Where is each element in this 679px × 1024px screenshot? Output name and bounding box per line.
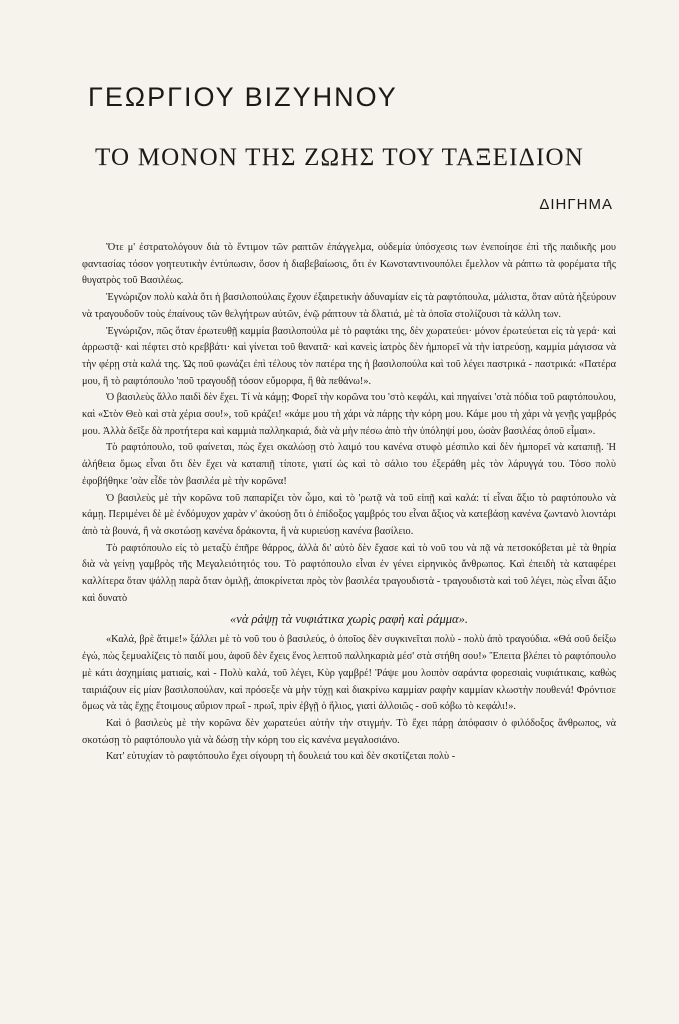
paragraph: Τὸ ραφτόπουλο εἰς τὸ μεταξὺ ἐπῆρε θάρρος, ἀλλὰ δι' αὐτὸ δὲν ἔχασε καὶ τὸ νοῦ του νὰ πᾷ νὰ πετσοκόβεται μὲ τὰ θηρία διὰ νὰ γείνῃ γαμβρὸς τῆς Μεγαλειότητός του. Τὸ ραφτόπουλο εἶναι ἐν γένει εἰρηνικὸς ἄνθρωπος. Καὶ ἐπειδὴ τὰ καταφέρει καλλίτερα ὅταν ψάλλῃ παρὰ ὅταν ὁμιλῇ, ἀποκρίνεται πρὸς τὸν βασιλέα τραγουδιστὰ - τραγουδιστὰ καὶ τοῦ λέγει, πὼς εἶναι ἄξιο καὶ δυνατὸ	[82, 542, 616, 604]
genre-label: ΔΙΗΓΗΜΑ	[539, 196, 613, 213]
paragraph: Ὁ βασιλεὺς μὲ τὴν κορῶνα τοῦ παπαρίζει τὸν ὦμο, καὶ τὸ 'ρωτᾷ νὰ τοῦ εἰπῇ καὶ καλά: τί εἶναι ἄξιο τὸ ραφτόπουλο νὰ κάμῃ. Περιμένει δὲ μὲ ἐνδόμυχον χαρὰν ν' ἀκούσῃ ὅτι ὁ ἐπίδοξος γαμβρός του εἶναι ἄξιος νὰ κατεβάσῃ κανένα ζωντανὸ λιοντάρι ἀπὸ τὰ βουνά, ἢ νὰ σκοτώσῃ κανένα δράκοντα, ἢ νὰ κυριεύσῃ κανένα βασίλειο.	[82, 492, 616, 537]
paragraph: Καὶ ὁ βασιλεὺς μὲ τὴν κορῶνα δὲν χωρατεύει αὐτὴν τὴν στιγμήν. Τὸ ἔχει πάρῃ ἀπόφασιν ὁ φιλόδοξος ἄνθρωπος, νὰ σκοτώσῃ τὸ ραφτόπουλο γιὰ νὰ δώσῃ τὴν κόρη του εἰς κανένα μεγαλοσιάνο.	[82, 717, 616, 746]
paragraph: Τὸ ραφτόπουλο, τοῦ φαίνεται, πὼς ἔχει σκαλώσῃ στὸ λαιμό του κανένα στυφὸ μέσπιλο καὶ δὲν ἠμπορεῖ νὰ καταπιῇ. Ἡ ἀλήθεια ὅμως εἶναι ὅτι δὲν ἔχει νὰ καταπιῇ τίποτε, γιατί ὡς καὶ τὸ σάλιο του ἐξεράθη μὲς τὸν λάρυγγά του. Τόσο πολὺ ἐφοβήθηκε 'σὰν εἶδε τὸν βασιλέα μὲ τὴν κορῶνα!	[82, 442, 616, 487]
story-title: ΤΟ ΜΟΝΟΝ ΤΗΣ ΖΩΗΣ ΤΟΥ ΤΑΞΕΙΔΙΟΝ	[94, 144, 584, 171]
paragraph: Κατ' εὐτυχίαν τὸ ραφτόπουλο ἔχει σίγουρη τὴ δουλειά του καὶ δὲν σκοτίζεται πολὺ -	[106, 751, 456, 763]
paragraph: Ἐγνώριζον πολὺ καλὰ ὅτι ἡ βασιλοπούλαις ἔχουν ἐξαιρετικὴν ἀδυναμίαν εἰς τὰ ραφτόπουλα, μάλιστα, ὅταν αὐτὰ ἠξεύρουν νὰ τραγουδοῦν τοὺς ἐπαίνους τῶν θελγήτρων αὐτῶν, ἐνῷ ράπτουν τὰ δλατιά, μὲ τὰ ὁποῖα στολίζουσι τὰ κάλλη των.	[82, 292, 616, 320]
paragraph: «Καλά, βρὲ ἄτιμε!» ξάλλει μὲ τὸ νοῦ του ὁ βασιλεύς, ὁ ὁποῖος δὲν συγκινεῖται πολὺ - πολὺ ἀπὸ τραγούδια. «Θά σοῦ δείξω ἐγώ, πὼς ξεμυαλίζεις τὸ παιδί μου, ἀφοῦ δὲν ἔχεις ἕνος λεπτοῦ παλληκαριὰ μέσ' στὰ στήθη σου!» Ἔπειτα βλέπει τὸ ραφτόπουλο μὲ κάτι ἀσχημίαις ματιαίς, καὶ - Πολὺ καλά, τοῦ λέγει, Κὺρ γαμβρέ! Ῥάψε μου λοιπὸν σαράντα φορεσιαὶς νυφιάτικαις, καθὼς ταιριάζουν εἰς μίαν βασιλοπούλαν, καὶ πρόσεξε νὰ μὴν τύχῃ καὶ διακρίνω καμμίαν ραφὴν καμμίαν κλωστὴν πουθενά! Φρόντισε ὅμως νὰ τὰς ἔχῃς ἕτοιμους αὔριον πρωΐ - πρωΐ, πρὶν ἐβγῇ ὁ ἥλιος, γιατὶ ἀλλοιῶς - σοῦ κόβω τὸ κεφάλι!».	[82, 634, 616, 713]
paragraph: Ἐγνώριζον, πῶς ὅταν ἐρωτευθῇ καμμία βασιλοπούλα μὲ τὸ ραφτάκι της, δὲν χωρατεύει· μόνον ἐρωτεύεται εἰς τὰ γερά· καὶ ἀρρωστᾷ· καὶ πέφτει στὸ κρεββάτι· καὶ γίνεται τοῦ θανατᾶ· καὶ κανεὶς ἰατρὸς δὲν ἠμπορεῖ νὰ τὴν ἰατρεύσῃ, καμμία μάγισσα νὰ τὴν φέρῃ στὰ καλά της. Ὡς ποῦ φωνάζει ἐπὶ τέλους τὸν πατέρα της ἡ βασιλοπούλα καὶ τοῦ λέγει παστρικά - παστρικά: «Πατέρα μου, ἢ τὸ ραφτόπουλο 'ποῦ τραγουδῇ τόσον εὔμορφα, ἢ θὰ πεθάνω!».	[82, 325, 616, 387]
paragraph: Ὅτε μ' ἐστρατολόγουν διὰ τὸ ἔντιμον τῶν ραπτῶν ἐπάγγελμα, οὐδεμία ὑπόσχεσις των ἐνεποίησε ἐπὶ τῆς παιδικῆς μου φαντασίας τόσον γοητευτικὴν ἐντύπωσιν, ὅσον ἡ διαβεβαίωσις, ὅτι ἐν Κωνσταντινουπόλει ἔμελλον νὰ ράπτω τὰ φορέματα τῆς θυγατρὸς τοῦ Βασιλέως.	[82, 242, 616, 287]
story-body	[82, 240, 616, 766]
author-name: ΓΕΩΡΓΙΟΥ ΒΙΖΥΗΝΟΥ	[88, 82, 398, 112]
paragraph: Ὁ βασιλεὺς ἄλλο παιδὶ δὲν ἔχει. Τί νὰ κάμῃ; Φορεῖ τὴν κορῶνα του 'στὸ κεφάλι, καὶ πηγαίνει 'στὰ πόδια τοῦ ραφτόπουλου, καὶ «Στὸν Θεὸ καὶ στὰ χέρια σου!», τοῦ κράζει! «κάμε μου τὴ χάρι νὰ πάρῃς τὴν κόρη μου. Κάμε μου τὴ χάρι νὰ γενῇς γαμβρός μου. Ἀλλὰ δεῖξε δὰ προτήτερα καὶ καμμιὰ παλληκαριά, διὰ νὰ μὴν πέσω ἀπὸ τὴν ὑπόληψί μου, ὡσὰν βασιλέας ὁποῦ εἶμαι».	[82, 392, 616, 437]
verse-line: «νὰ ράψῃ τὰ νυφιάτικα χωρὶς ραφὴ καὶ ράμμα».	[230, 612, 468, 627]
